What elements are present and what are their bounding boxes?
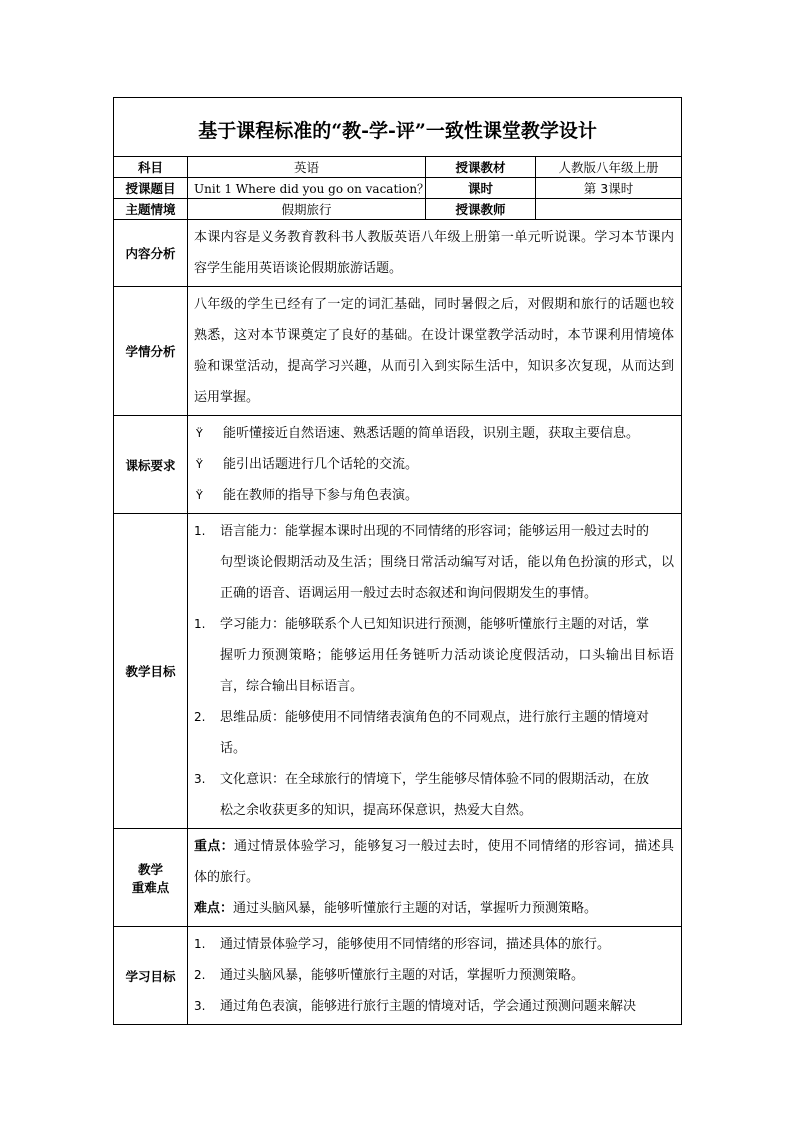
focus-paragraph [194, 831, 674, 893]
theme-value: 假期旅行 [188, 199, 426, 220]
content-analysis-label: 内容分析 [114, 220, 188, 287]
curriculum-list [188, 416, 682, 514]
bullet-icon: Ÿ [196, 458, 203, 471]
teacher-value [536, 199, 682, 220]
objectives-label: 教学目标 [114, 514, 188, 829]
lesson-plan-sheet [113, 97, 681, 1025]
student-analysis-label: 学情分析 [114, 287, 188, 416]
curriculum-item-3: 能在教师的指导下参与角色表演。 [223, 488, 419, 503]
objective-number: 1. [194, 617, 206, 631]
list-item [194, 991, 674, 1022]
student-analysis-text: 八年级的学生已经有了一定的词汇基础，同时暑假之后，对假期和旅行的话题也较熟悉，这对本节课奠定了良好的基础。在设计课堂教学活动时，本节课利用情境体验和课堂活动，提高学习兴趣，从而引入到实际生活中，知识多次复现，从而达到运用掌握。 [188, 287, 682, 416]
bullet-icon: Ÿ [196, 427, 203, 440]
objective-continuation: 握听力预测策略；能够运用任务链听力活动谈论度假活动，口头输出目标语言，综合输出目标语言。 [220, 648, 675, 694]
objective-continuation: 话。 [220, 741, 247, 756]
objective-text: 语言能力：能掌握本课时出现的不同情绪的形容词；能够运用一般过去时的 [220, 524, 650, 539]
list-item [194, 929, 674, 960]
focus-text: 通过情景体验学习，能够复习一般过去时，使用不同情绪的形容词，描述具体的旅行。 [194, 839, 674, 885]
student-analysis-row [114, 287, 682, 416]
focus-label: 重点： [194, 839, 235, 854]
content-analysis-text: 本课内容是义务教育教科书人教版英语八年级上册第一单元听说课。学习本节课内容学生能用英语谈论假期旅游话题。 [188, 220, 682, 287]
textbook-label: 授课教材 [426, 157, 536, 178]
subject-value: 英语 [188, 157, 426, 178]
goal-number: 3. [194, 999, 206, 1013]
objective-continuation: 句型谈论假期活动及生活；围绕日常活动编写对话，能以角色扮演的形式，以正确的语音、语调运用一般过去时态叙述和询问假期发生的事情。 [220, 555, 675, 601]
goal-text: 通过情景体验学习，能够使用不同情绪的形容词，描述具体的旅行。 [220, 937, 611, 952]
learning-goals-list [188, 927, 682, 1025]
objective-number: 1. [194, 524, 206, 538]
key-points-text [188, 829, 682, 927]
list-item [194, 960, 674, 991]
topic-label: 授课题目 [114, 178, 188, 199]
objective-text: 思维品质：能够使用不同情绪表演角色的不同观点，进行旅行主题的情境对 [220, 710, 650, 725]
goal-text: 通过角色表演，能够进行旅行主题的情境对话，学会通过预测问题来解决 [220, 999, 637, 1014]
key-points-row [114, 829, 682, 927]
topic-value: Unit 1 Where did you go on vacation？ [188, 178, 426, 199]
difficulty-paragraph [194, 893, 674, 924]
key-points-label-line2: 重难点 [131, 879, 170, 895]
objective-text: 文化意识：在全球旅行的情境下，学生能够尽情体验不同的假期活动，在放 [220, 772, 650, 787]
curriculum-label: 课标要求 [114, 416, 188, 514]
theme-label: 主题情境 [114, 199, 188, 220]
period-value: 第 3课时 [536, 178, 682, 199]
goal-number: 1. [194, 937, 206, 951]
theme-row [114, 199, 682, 220]
objective-continuation: 松之余收获更多的知识，提高环保意识，热爱大自然。 [220, 803, 533, 818]
difficulty-text: 通过头脑风暴，能够听懂旅行主题的对话，掌握听力预测策略。 [233, 901, 598, 916]
curriculum-row [114, 416, 682, 514]
list-item [194, 480, 674, 511]
objective-number: 3. [194, 772, 206, 786]
document-title: 基于课程标准的“教-学-评”一致性课堂教学设计 [114, 98, 682, 157]
list-item [194, 702, 674, 764]
list-item [194, 449, 674, 480]
key-points-label [114, 829, 188, 927]
list-item [194, 418, 674, 449]
curriculum-item-2: 能引出话题进行几个话轮的交流。 [223, 457, 419, 472]
topic-row [114, 178, 682, 199]
goal-number: 2. [194, 968, 206, 982]
subject-label: 科目 [114, 157, 188, 178]
learning-goals-label: 学习目标 [114, 927, 188, 1025]
list-item [194, 609, 674, 702]
objective-text: 学习能力：能够联系个人已知知识进行预测，能够听懂旅行主题的对话，掌 [220, 617, 650, 632]
objectives-list [188, 514, 682, 829]
list-item [194, 764, 674, 826]
textbook-value: 人教版八年级上册 [536, 157, 682, 178]
bullet-icon: Ÿ [196, 489, 203, 502]
teacher-label: 授课教师 [426, 199, 536, 220]
objectives-row [114, 514, 682, 829]
title-row [114, 98, 682, 157]
curriculum-item-1: 能听懂接近自然语速、熟悉话题的简单语段，识别主题，获取主要信息。 [223, 426, 640, 441]
goal-text: 通过头脑风暴，能够听懂旅行主题的对话，掌握听力预测策略。 [220, 968, 585, 983]
difficulty-label: 难点： [194, 901, 234, 916]
content-analysis-row [114, 220, 682, 287]
learning-goals-row [114, 927, 682, 1025]
lesson-plan-table [113, 97, 682, 1025]
period-label: 课时 [426, 178, 536, 199]
objective-number: 2. [194, 710, 206, 724]
key-points-label-line1: 教学 [137, 861, 163, 877]
list-item [194, 516, 674, 609]
subject-row [114, 157, 682, 178]
